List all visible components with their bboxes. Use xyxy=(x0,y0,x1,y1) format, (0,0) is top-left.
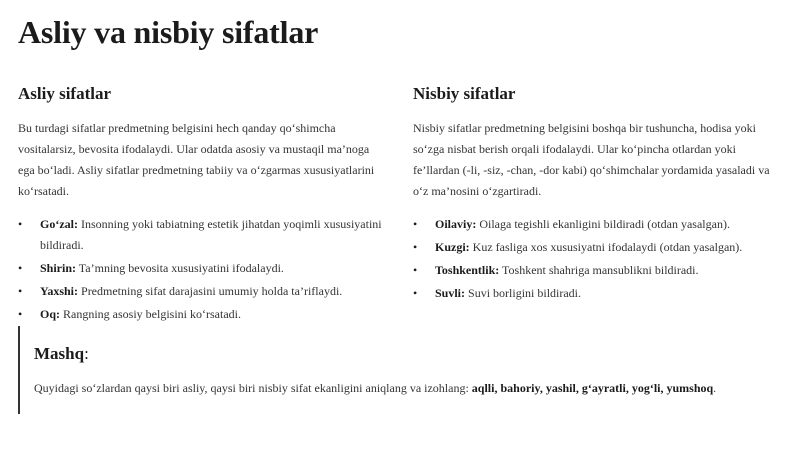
exercise-prompt-text: Quyidagi so‘zlardan qaysi biri asliy, qaysi biri nisbiy sifat ekanligini aniqlang va izohlang: xyxy=(34,381,472,395)
page-title: Asliy va nisbiy sifatlar xyxy=(18,14,319,50)
asliy-section xyxy=(18,84,388,327)
nisbiy-description: Nisbiy sifatlar predmetning belgisini boshqa bir tushuncha, hodisa yoki so‘zga nisbat berish orqali ifodalaydi. Ular ko‘pincha otlardan yoki fe’llardan (-li, -siz, -chan, -dor kabi) qo‘shimchalar yordamida yasaladi va o‘z ma’nosini o‘zgartiradi. xyxy=(413,121,770,198)
exercise-prompt-end: . xyxy=(713,381,717,395)
bullet-icon: • xyxy=(18,307,23,321)
bullet-icon: • xyxy=(413,217,418,231)
bullet-icon: • xyxy=(413,240,418,254)
asliy-description: Bu turdagi sifatlar predmetning belgisini hech qanday qo‘shimcha vositalarsiz, bevosita ifodalaydi. Ular odatda asosiy va mustaqil ma’noga ega bo‘ladi. Asliy sifatlar predmetning tabiiy va o‘zgarmas xususiyatlarini ko‘rsatadi. xyxy=(18,121,375,198)
exercise-block xyxy=(18,326,778,414)
exercise-prompt xyxy=(34,378,778,398)
exercise-heading xyxy=(34,344,778,364)
bullet-icon: • xyxy=(18,284,23,298)
list-item-text: Rangning asosiy belgisini ko‘rsatadi. xyxy=(60,307,241,321)
list-item xyxy=(413,214,783,235)
list-item xyxy=(413,237,783,258)
bullet-icon: • xyxy=(18,217,23,231)
list-item-text: Kuz fasliga xos xususiyatni ifodalaydi (otdan yasalgan). xyxy=(469,240,743,254)
list-item-text: Toshkent shahriga mansublikni bildiradi. xyxy=(499,263,699,277)
exercise-heading-colon: : xyxy=(84,344,89,363)
nisbiy-section xyxy=(413,84,783,306)
asliy-heading: Asliy sifatlar xyxy=(18,84,112,103)
list-item xyxy=(413,260,783,281)
nisbiy-heading: Nisbiy sifatlar xyxy=(413,84,516,103)
list-item-term: Kuzgi: xyxy=(435,240,470,254)
list-item xyxy=(413,283,783,304)
nisbiy-list xyxy=(413,214,783,304)
list-item-term: Oilaviy: xyxy=(435,217,477,231)
list-item xyxy=(18,304,388,325)
list-item-text: Insonning yoki tabiatning estetik jihatdan yoqimli xususiyatini bildiradi. xyxy=(40,217,382,252)
list-item-text: Suvi borligini bildiradi. xyxy=(465,286,582,300)
list-item-term: Go‘zal: xyxy=(40,217,78,231)
bullet-icon: • xyxy=(413,263,418,277)
list-item-term: Oq: xyxy=(40,307,61,321)
list-item-text: Predmetning sifat darajasini umumiy holda ta’riflaydi. xyxy=(78,284,343,298)
asliy-list xyxy=(18,214,388,325)
list-item-text: Oilaga tegishli ekanligini bildiradi (otdan yasalgan). xyxy=(476,217,730,231)
list-item-term: Suvli: xyxy=(435,286,466,300)
list-item-term: Shirin: xyxy=(40,261,77,275)
list-item-term: Yaxshi: xyxy=(40,284,79,298)
bullet-icon: • xyxy=(413,286,418,300)
bullet-icon: • xyxy=(18,261,23,275)
list-item xyxy=(18,281,388,302)
list-item-term: Toshkentlik: xyxy=(435,263,500,277)
list-item xyxy=(18,214,388,256)
list-item xyxy=(18,258,388,279)
exercise-words: aqlli, bahoriy, yashil, g‘ayratli, yog‘li, yumshoq xyxy=(471,381,714,395)
list-item-text: Ta’mning bevosita xususiyatini ifodalaydi. xyxy=(76,261,284,275)
exercise-heading-text: Mashq xyxy=(34,344,85,363)
